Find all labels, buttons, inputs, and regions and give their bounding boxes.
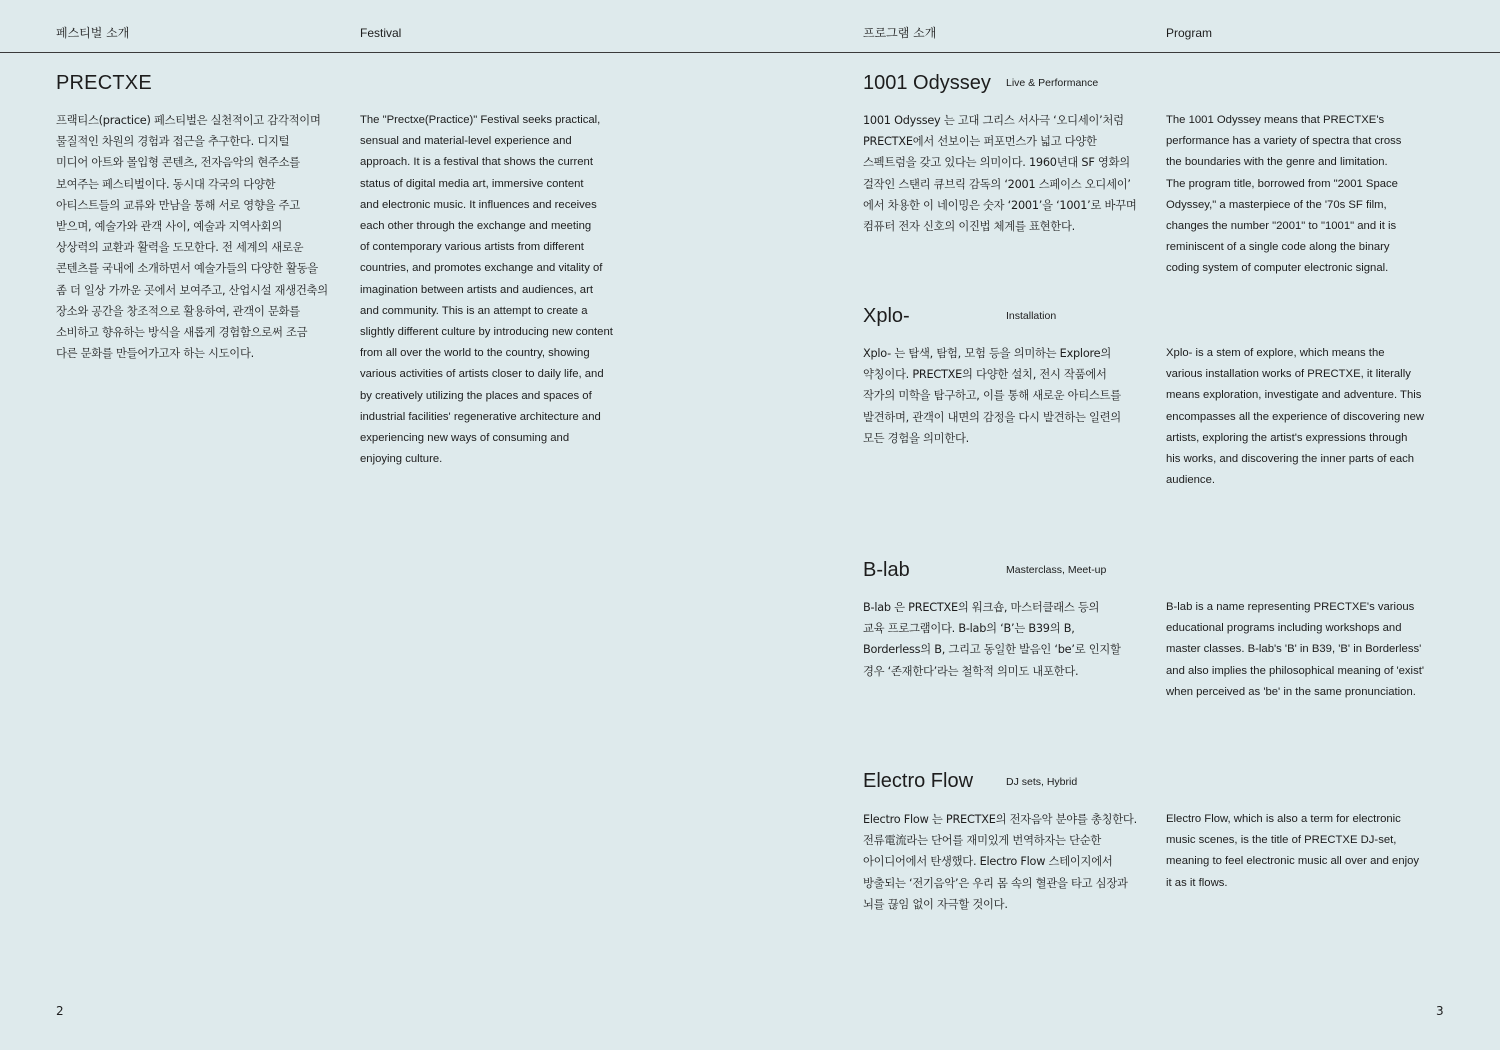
program-body-ko: Xplo- 는 탐색, 탐험, 모험 등을 의미하는 Explore의 약칭이다. PRECTXE의 다양한 설치, 전시 작품에서 작가의 미학을 탐구하고, 이를 통해 새로운 아티스트를 발견하며, 관객이 내면의 감정을 다시 발견하는 일련의 모든 경험을 의미한다.: [863, 347, 1121, 445]
program-body-en: Xplo- is a stem of explore, which means the various installation works of PRECTXE, it literally means exploration, investigate and adventure. This encompasses all the experience of discovering new artists, exploring the artist's expressions through his works, and discovering the inner parts of each audience.: [1166, 347, 1425, 487]
program-body-en: Electro Flow, which is also a term for electronic music scenes, is the title of PRECTXE DJ-set, meaning to feel electronic music all over and enjoy it as it flows.: [1166, 813, 1420, 889]
header-festival-ko: 페스티벌 소개: [56, 26, 130, 40]
header-festival-en: Festival: [360, 26, 402, 40]
program-title: Xplo-: [863, 305, 910, 327]
program-body-ko: B-lab 은 PRECTXE의 워크숍, 마스터클래스 등의 교육 프로그램이다. B-lab의 ‘B’는 B39의 B, Borderless의 B, 그리고 동일한 발음인 ‘be’로 인지할 경우 ‘존재한다’라는 철학적 의미도 내포한다.: [863, 601, 1121, 678]
festival-body-ko: 프랙티스(practice) 페스티벌은 실천적이고 감각적이며 물질적인 차원의 경험과 접근을 추구한다. 디지털 미디어 아트와 몰입형 콘텐츠, 전자음악의 현주소를 보여주는 페스티벌이다. 동시대 각국의 다양한 아티스트들의 교류와 만남을 통해 서로 영향을 주고 받으며, 예술가와 관객 사이, 예술과 지역사회의 상상력의 교환과 활력을 도모한다. 전 세계의 새로운 콘텐츠를 국내에 소개하면서 예술가들의 다양한 활동을 좀 더 일상 가까운 곳에서 보여주고, 산업시설 재생건축의 장소와 공간을 창조적으로 활용하여, 관객이 문화를 소비하고 향유하는 방식을 새롭게 경험함으로써 조금 다른 문화를 만들어가고자 하는 시도이다.: [56, 114, 328, 361]
program-tag: Installation: [1006, 310, 1057, 322]
program-tag: Live & Performance: [1006, 77, 1099, 89]
festival-body-en: The "Prectxe(Practice)" Festival seeks practical, sensual and material-level experience and approach. It is a festival that shows the current status of digital media art, immersive content and electronic music. It influences and receives each other through the exchange and meeting of contemporary various artists from different countries, and promotes exchange and vitality of imagination between artists and audiences, art and community. This is an attempt to create a slightly different culture by introducing new content from all over the world to the country, showing various activities of artists closer to daily life, and by creatively utilizing the places and spaces of industrial facilities' regenerative architecture and experiencing new ways of consuming and enjoying culture.: [360, 114, 613, 466]
program-body-en: B-lab is a name representing PRECTXE's various educational programs including workshops and master classes. B-lab's 'B' in B39, 'B' in Borderless' and also implies the philosophical meaning of 'exist' when perceived as 'be' in the same pronunciation.: [1166, 601, 1425, 698]
program-tag: DJ sets, Hybrid: [1006, 776, 1078, 788]
festival-title: PRECTXE: [56, 72, 152, 94]
header-rule: [0, 52, 1500, 53]
program-title: Electro Flow: [863, 770, 974, 792]
page-number-left: 2: [56, 1004, 64, 1018]
program-body-en: The 1001 Odyssey means that PRECTXE's performance has a variety of spectra that cross the boundaries with the genre and limitation. The program title, borrowed from "2001 Space Odyssey," a masterpiece of the '70s SF film, changes the number "2001" to "1001" and it is reminiscent of a single code along the binary coding system of computer electronic signal.: [1166, 114, 1402, 275]
program-body-ko: Electro Flow 는 PRECTXE의 전자음악 분야를 총칭한다. 전류電流라는 단어를 재미있게 번역하자는 단순한 아이디어에서 탄생했다. Electro Flow 스테이지에서 방출되는 ‘전기음악’은 우리 몸 속의 혈관을 타고 심장과 뇌를 끊임 없이 자극할 것이다.: [863, 813, 1137, 911]
program-title: 1001 Odyssey: [863, 72, 991, 94]
header-program-en: Program: [1166, 26, 1213, 40]
page-number-right: 3: [1436, 1004, 1444, 1018]
program-title: B-lab: [863, 559, 910, 581]
program-body-ko: 1001 Odyssey 는 고대 그리스 서사극 ‘오디세이’처럼 PRECTXE에서 선보이는 퍼포먼스가 넓고 다양한 스펙트럼을 갖고 있다는 의미이다. 1960년대 SF 영화의 걸작인 스탠리 큐브릭 감독의 ‘2001 스페이스 오디세이’ 에서 차용한 이 네이밍은 숫자 ‘2001’을 ‘1001’로 바꾸며 컴퓨터 전자 신호의 이진법 체계를 표현한다.: [863, 114, 1137, 234]
program-tag: Masterclass, Meet-up: [1006, 564, 1107, 576]
header-program-ko: 프로그램 소개: [863, 26, 937, 40]
